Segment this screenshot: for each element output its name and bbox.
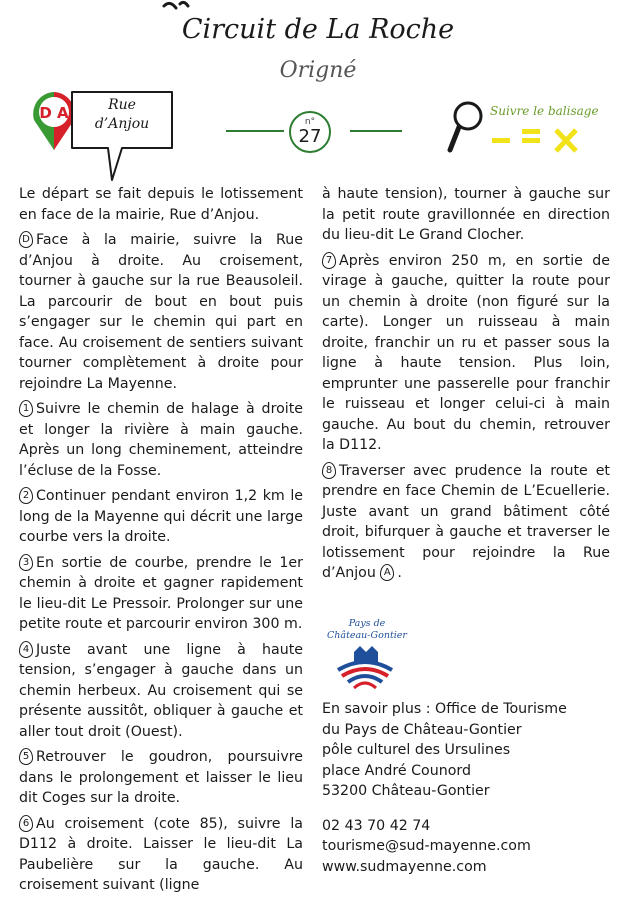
- circuit-number-badge: [289, 111, 331, 153]
- arrival-marker-icon: A: [380, 564, 394, 581]
- directions-column-left: [19, 184, 303, 901]
- intro-paragraph: Le départ se fait depuis le lotissement en face de la mairie, Rue d’Anjou.: [19, 186, 303, 223]
- contact-line: pôle culturel des Ursulines: [322, 742, 511, 758]
- logo-text: Pays de Château-Gontier: [327, 618, 407, 641]
- page-subtitle: Origné: [279, 58, 357, 83]
- step-6: 6 Au croisement (cote 85), suivre la D112 à droite. Laisser le lieu-dit La Paubelière sur la gauche. Au croisement suivant (ligne: [19, 815, 303, 893]
- contact-line: En savoir plus : Office de Tourisme: [322, 701, 567, 717]
- circuit-number: 27: [298, 126, 322, 147]
- step-marker-icon: 2: [19, 487, 33, 504]
- circuit-number-prefix: n°: [304, 117, 316, 127]
- contact-line: place André Counord: [322, 762, 471, 779]
- step-marker-icon: 5: [19, 748, 33, 765]
- step-5: 5 Retrouver le goudron, poursuivre dans le prolongement et laisser le lieu dit Coges sur la droite.: [19, 749, 303, 806]
- step-8: 8 Traverser avec prudence la route et prendre en face Chemin de L’Ecuellerie. Juste avant un grand bâtiment côté droit, bifurquer à gauche et traverser le lotissement pour rejoindre la Rue d’Anjou A .: [322, 462, 610, 581]
- step-3: 3 En sortie de courbe, prendre le 1er chemin à droite et gagner rapidement le lieu-dit Le Pressoir. Prolonger sur une petite route et parcourir environ 300 m.: [19, 554, 303, 632]
- pays-chateau-gontier-logo-icon: [320, 618, 410, 690]
- step-1: 1 Suivre le chemin de halage à droite et longer la rivière à main gauche. Après un long cheminement, atteindre l’écluse de la Fosse.: [19, 401, 303, 479]
- step-2: 2 Continuer pendant environ 1,2 km le long de la Mayenne qui décrit une large courbe vers la droite.: [19, 488, 303, 545]
- step-marker-icon: 6: [19, 815, 33, 832]
- email-link[interactable]: tourisme@sud-mayenne.com: [322, 838, 531, 854]
- step-marker-icon: 3: [19, 554, 33, 571]
- pin-letters: D A: [39, 104, 69, 122]
- step-marker-icon: 1: [19, 400, 33, 417]
- step-4: 4 Juste avant une ligne à haute tension, s’engager à gauche dans un chemin herbeux. Au croisement qui se présente aussitôt, obliquer à gauche et aller tout droit (Ouest).: [19, 641, 303, 740]
- contact-info: [322, 699, 567, 877]
- step-marker-icon: 4: [19, 641, 33, 658]
- balisage-marks-icon: [492, 126, 584, 156]
- step-marker-icon: 7: [322, 252, 336, 269]
- start-street-label: Rue d’Anjou: [94, 97, 150, 132]
- step-marker-icon: 8: [322, 462, 336, 479]
- divider-left: [226, 130, 284, 132]
- step-marker-icon: D: [19, 231, 33, 248]
- balisage-label: Suivre le balisage: [490, 104, 599, 118]
- step-7: 7 Après environ 250 m, en sortie de virage à gauche, quitter la route pour un chemin à droite (non figuré sur la carte). Longer un ruisseau à main droite, franchir un ru et passer sous la ligne à haute tension. Plus loin, emprunter une passerelle pour franchir le ruisseau et longer celui-ci à main gauche. Au bout du chemin, retrouver la D112.: [322, 252, 610, 453]
- directions-column-right: [322, 184, 610, 589]
- page-title: Circuit de La Roche: [181, 14, 455, 45]
- phone-number: 02 43 70 42 74: [322, 817, 431, 834]
- contact-line: du Pays de Château-Gontier: [322, 721, 522, 738]
- divider-right: [350, 130, 402, 132]
- step-d: D Face à la mairie, suivre la Rue d’Anjou à droite. Au croisement, tourner à gauche sur la rue Beausoleil. La parcourir de bout en bout puis s’engager sur le chemin qui part en face. Au croisement de sentiers suivant tourner complètement à droite pour rejoindre La Mayenne.: [19, 232, 303, 392]
- contact-line: 53200 Château-Gontier: [322, 783, 490, 799]
- step-6-continued: à haute tension), tourner à gauche sur la petit route gravillonnée en direction du lieu-dit Le Grand Clocher.: [322, 186, 610, 243]
- website-link[interactable]: www.sudmayenne.com: [322, 858, 487, 875]
- magnifier-icon: [446, 100, 486, 156]
